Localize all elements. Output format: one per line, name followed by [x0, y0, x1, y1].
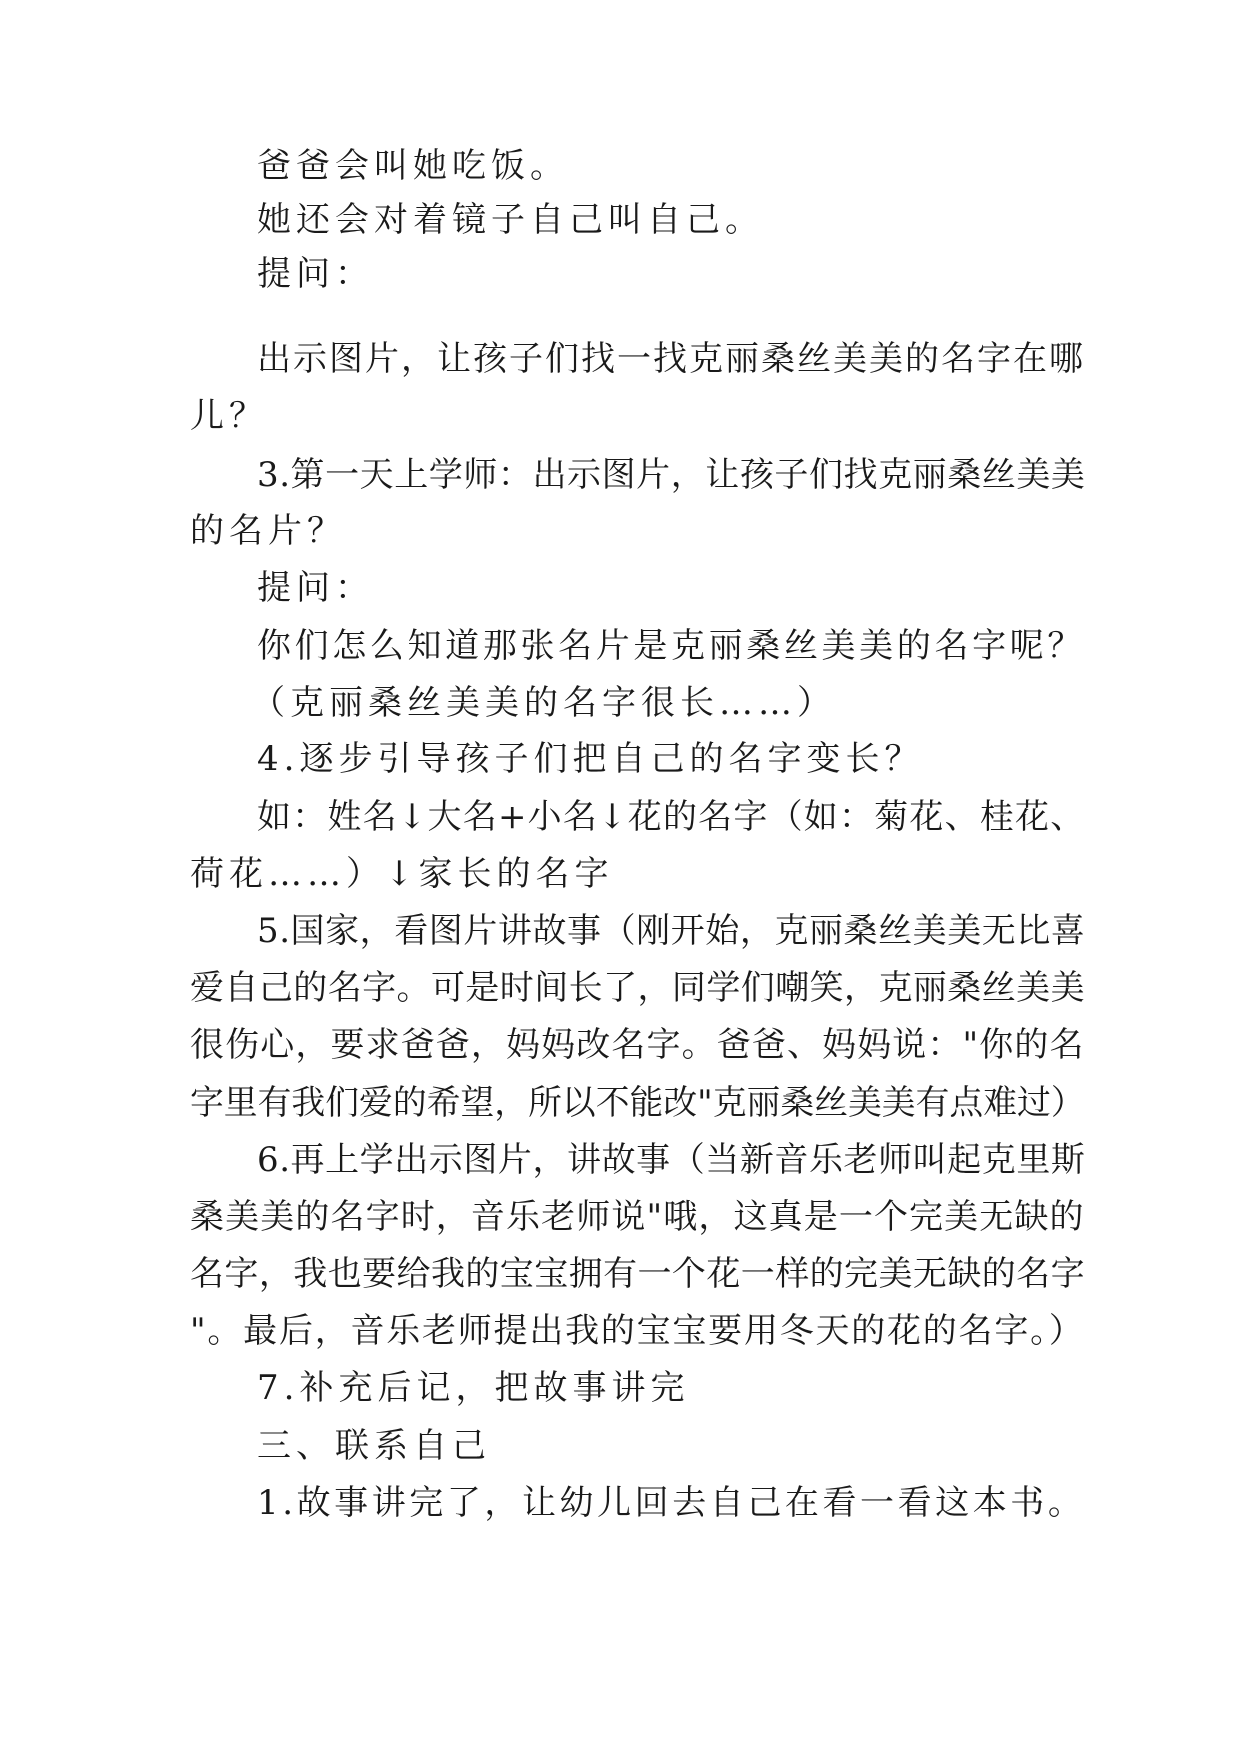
text-line: 儿？ [190, 396, 268, 436]
text-line: "。最后，音乐老师提出我的宝宝要用冬天的花的名字。） [190, 1311, 1085, 1351]
text-line: 三、联系自己 [257, 1426, 491, 1466]
text-line: 3.第一天上学师：出示图片，让孩子们找克丽桑丝美美 [257, 455, 1086, 495]
text-line: 提问： [257, 568, 374, 608]
text-line: 4.逐步引导孩子们把自己的名字变长？ [257, 739, 924, 779]
text-line: 名字，我也要给我的宝宝拥有一个花一样的完美无缺的名字 [190, 1254, 1085, 1294]
text-line: 1.故事讲完了，让幼儿回去自己在看一看这本书。 [257, 1483, 1086, 1523]
text-line: 荷花……）↓家长的名字 [190, 854, 614, 894]
text-line: 爱自己的名字。可是时间长了，同学们嘲笑，克丽桑丝美美 [190, 968, 1085, 1008]
text-line: 爸爸会叫她吃饭。 [257, 146, 569, 186]
text-line: （克丽桑丝美美的名字很长……） [251, 683, 836, 723]
text-line: 很伤心，要求爸爸，妈妈改名字。爸爸、妈妈说："你的名 [190, 1025, 1085, 1065]
text-line: 出示图片，让孩子们找一找克丽桑丝美美的名字在哪 [257, 339, 1085, 379]
text-line: 字里有我们爱的希望，所以不能改"克丽桑丝美美有点难过） [190, 1083, 1085, 1123]
text-line: 你们怎么知道那张名片是克丽桑丝美美的名字呢？ [257, 626, 1085, 666]
text-line: 7.补充后记，把故事讲完 [257, 1368, 690, 1408]
text-line: 5.国家，看图片讲故事（刚开始，克丽桑丝美美无比喜 [257, 911, 1086, 951]
text-line: 她还会对着镜子自己叫自己。 [257, 200, 764, 240]
text-line: 桑美美的名字时，音乐老师说"哦，这真是一个完美无缺的 [190, 1197, 1085, 1237]
text-line: 提问： [257, 254, 374, 294]
text-line: 6.再上学出示图片，讲故事（当新音乐老师叫起克里斯 [257, 1140, 1086, 1180]
text-line: 如：姓名↓大名+小名↓花的名字（如：菊花、桂花、 [257, 797, 1086, 837]
text-line: 的名片？ [190, 511, 346, 551]
